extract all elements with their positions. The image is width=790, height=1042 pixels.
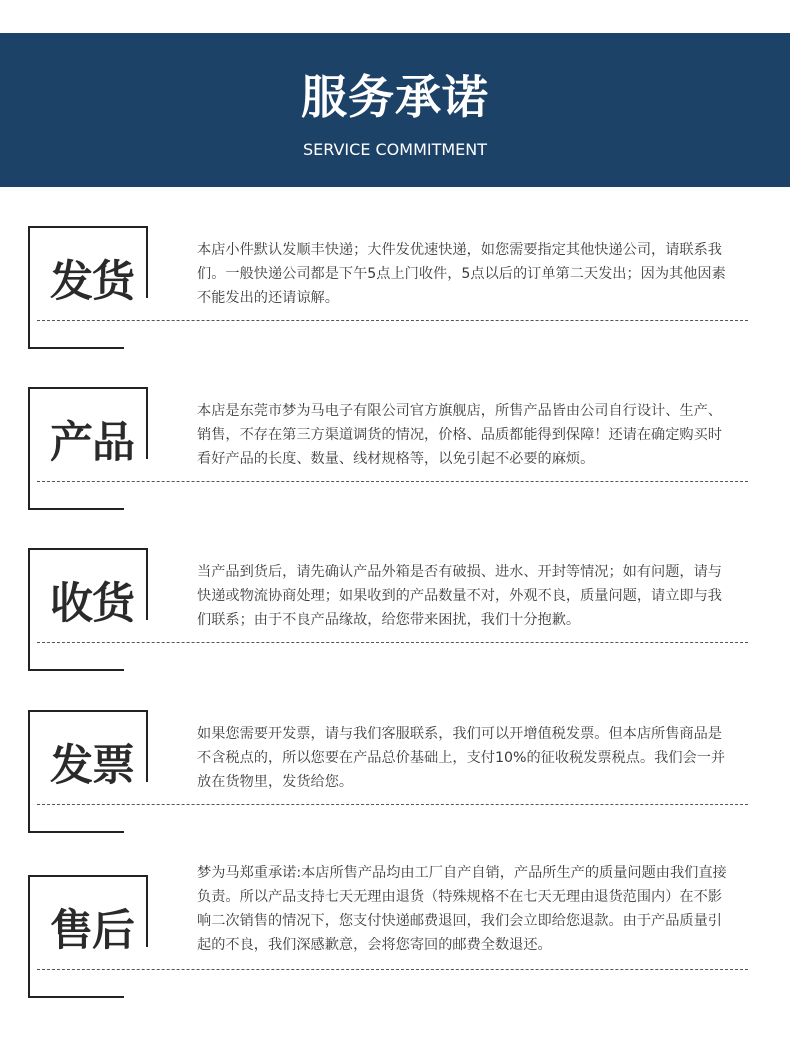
- frame-line: [28, 548, 30, 671]
- frame-line: [28, 387, 148, 389]
- section-invoice: [0, 710, 790, 835]
- section-label: 发货: [50, 257, 134, 307]
- section-shipping: [0, 226, 790, 351]
- section-text: 本店小件默认发顺丰快递；大件发优速快递，如您需要指定其他快递公司，请联系我们。一般快递公司都是下午5点上门收件，5点以后的订单第二天发出；因为其他因素不能发出的还请谅解。: [197, 242, 726, 306]
- section-text: 当产品到货后，请先确认产品外箱是否有破损、进水、开封等情况；如有问题，请与快递或物流协商处理；如果收到的产品数量不对，外观不良，质量问题，请立即与我们联系；由于不良产品缘故，给您带来困扰，我们十分抱歉。: [197, 564, 722, 628]
- frame-line: [28, 508, 124, 510]
- frame-line: [146, 710, 148, 782]
- dashed-divider: [37, 320, 748, 321]
- dashed-divider: [37, 481, 748, 482]
- dashed-divider: [37, 642, 748, 643]
- frame-line: [28, 996, 124, 998]
- frame-line: [28, 387, 30, 510]
- section-label: 售后: [50, 906, 134, 956]
- section-label: 发票: [50, 741, 134, 791]
- frame-line: [28, 875, 148, 877]
- dashed-divider: [37, 969, 748, 970]
- header-banner: [0, 33, 790, 187]
- section-text: 如果您需要开发票，请与我们客服联系，我们可以开增值税发票。但本店所售商品是不含税点的，所以您要在产品总价基础上，支付10%的征收税发票税点。我们会一并放在货物里，发货给您。: [197, 726, 726, 790]
- frame-line: [28, 875, 30, 998]
- page-title: 服务承诺: [301, 70, 489, 124]
- frame-line: [28, 710, 148, 712]
- section-after-sales: [0, 865, 790, 1000]
- frame-line: [28, 226, 30, 349]
- section-product: [0, 387, 790, 512]
- frame-line: [28, 669, 124, 671]
- frame-line: [28, 226, 148, 228]
- section-text: 本店是东莞市梦为马电子有限公司官方旗舰店，所售产品皆由公司自行设计、生产、销售，不存在第三方渠道调货的情况，价格、品质都能得到保障！还请在确定购买时看好产品的长度、数量、线材规格等，以免引起不必要的麻烦。: [197, 403, 722, 467]
- page-subtitle: SERVICE COMMITMENT: [302, 140, 488, 159]
- frame-line: [146, 875, 148, 947]
- frame-line: [28, 347, 124, 349]
- frame-line: [146, 226, 148, 298]
- dashed-divider: [37, 804, 748, 805]
- section-receiving: [0, 548, 790, 673]
- section-text: 梦为马郑重承诺:本店所售产品均由工厂自产自销，产品所生产的质量问题由我们直接负责。所以产品支持七天无理由退货（特殊规格不在七天无理由退货范围内）在不影响二次销售的情况下，您支付快递邮费退回，我们会立即给您退款。由于产品质量引起的不良，我们深感歉意，会将您寄回的邮费全数退还。: [197, 865, 727, 953]
- frame-line: [146, 548, 148, 620]
- section-label: 收货: [50, 579, 134, 629]
- frame-line: [146, 387, 148, 459]
- frame-line: [28, 548, 148, 550]
- section-label: 产品: [50, 418, 134, 468]
- frame-line: [28, 710, 30, 833]
- frame-line: [28, 831, 124, 833]
